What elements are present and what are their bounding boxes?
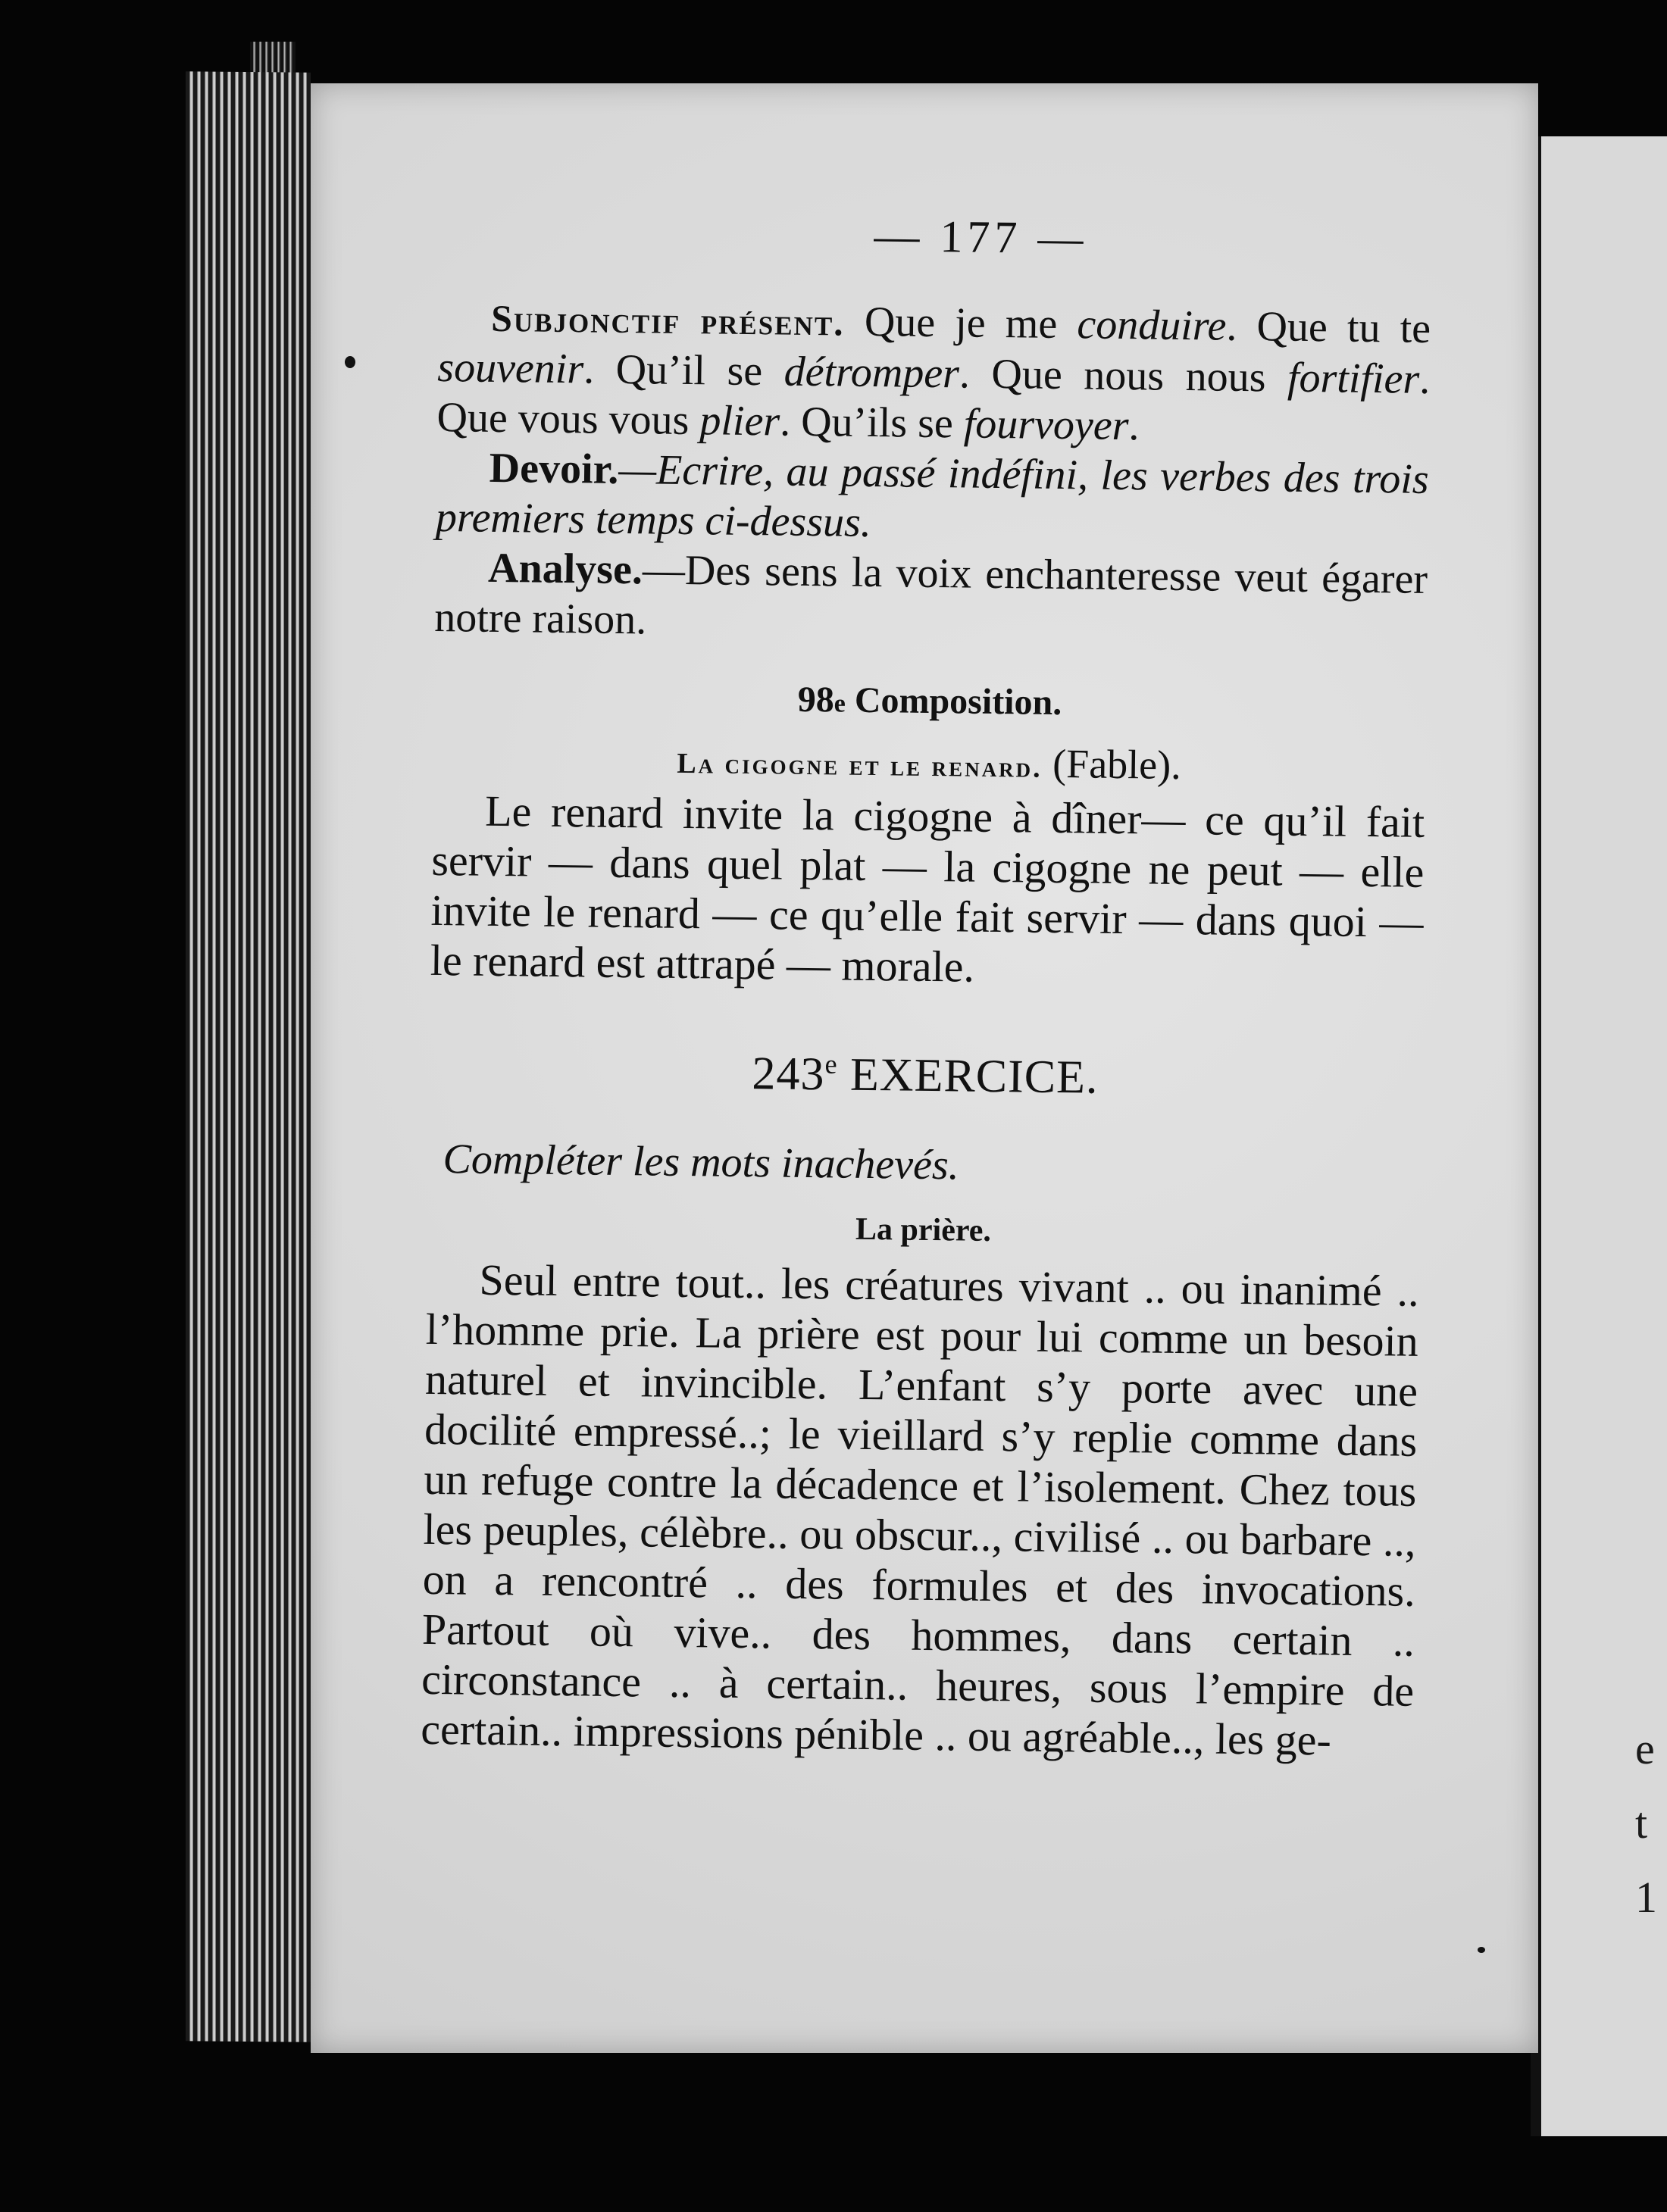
adjacent-fragment: t: [1635, 1798, 1648, 1848]
page-content: [421, 205, 1432, 1767]
book-page: [311, 83, 1538, 2053]
adjacent-fragment: e: [1635, 1724, 1655, 1773]
composition-number: 98: [797, 679, 835, 720]
subjonctif-paragraph: [436, 292, 1431, 455]
sentence-fragment: . Qu’ils se: [779, 398, 965, 448]
sentence-fragment: . Que nous nous: [959, 350, 1288, 401]
exercise-instruction: Compléter les mots inachevés.: [443, 1136, 960, 1189]
ink-speck: [1478, 1947, 1485, 1953]
analyse-label: Analyse.: [487, 544, 643, 594]
composition-title: Composition.: [845, 680, 1062, 723]
analyse-paragraph: [434, 542, 1428, 655]
analyse-text: —Des sens la voix enchanteresse veut égarer notre raison.: [433, 546, 1428, 644]
fable-title: La cigogne et le renard.: [677, 747, 1043, 784]
verb-infinitive: plier: [699, 397, 780, 445]
verb-infinitive: fourvoyer: [963, 400, 1129, 450]
verb-infinitive: détromper: [783, 348, 960, 398]
priere-heading: La prière.: [855, 1211, 992, 1248]
exercise-title: EXERCICE.: [837, 1048, 1099, 1104]
sentence-fragment: . Que tu te: [1226, 302, 1431, 352]
sentence-fragment: . Qu’il se: [583, 345, 785, 395]
sentence-fragment: .: [1128, 402, 1140, 450]
composition-suffix: e: [834, 689, 846, 718]
fable-genre: (Fable).: [1042, 740, 1182, 789]
sentence-fragment: . Que vous vous: [436, 355, 1431, 445]
verb-infinitive: souvenir: [436, 343, 584, 393]
exercise-heading: [429, 1043, 1422, 1109]
verb-infinitive: conduire: [1077, 301, 1227, 350]
exercise-number: 243: [752, 1048, 825, 1101]
devoir-text: —Ecrire, au passé indéfini, les verbes des trois premiers temps ci-dessus.: [435, 445, 1430, 546]
sentence-fragment: Que je me: [844, 298, 1077, 348]
fable-heading: [433, 733, 1426, 792]
verb-infinitive: fortifier: [1287, 354, 1420, 403]
devoir-label: Devoir.: [489, 444, 619, 493]
fable-paragraph: Le renard invite la cigogne à dîner— ce qu’il fait servir — dans quel plat — la cigogne ne peut — elle invite le renard — ce qu’elle fait servir — dans quoi — le renard est attrapé — morale.: [430, 786, 1425, 992]
ink-speck: [345, 356, 355, 368]
composition-heading: [433, 674, 1427, 728]
subjonctif-label: Subjonctif présent.: [490, 296, 846, 344]
page-number: — 177 —: [874, 211, 1088, 264]
priere-paragraph: Seul entre tout.. les créatures vivant .. ou inanimé .. l’homme prie. La prière est pour lui comme un besoin naturel et invincible. L’enfant s’y porte avec une docilité empressé..; le vieillard s’y replie comme dans un refuge contre la décadence et l’isolement. Chez tous les peuples, célèbre.. ou obscur.., civilisé .. ou barbare .., on a rencontré .. des formules et des invocations. Partout où vive.. des hommes, dans certain .. circonstance .. à certain.. heures, sous l’empire de certain.. impressions pénible .. ou agréable.., les ge-: [421, 1254, 1419, 1765]
devoir-paragraph: [436, 442, 1430, 555]
book-page-edges: [186, 71, 311, 2042]
adjacent-fragment: 1: [1635, 1873, 1657, 1922]
adjacent-page-text: [1635, 1712, 1657, 1935]
exercise-suffix: e: [824, 1048, 838, 1079]
